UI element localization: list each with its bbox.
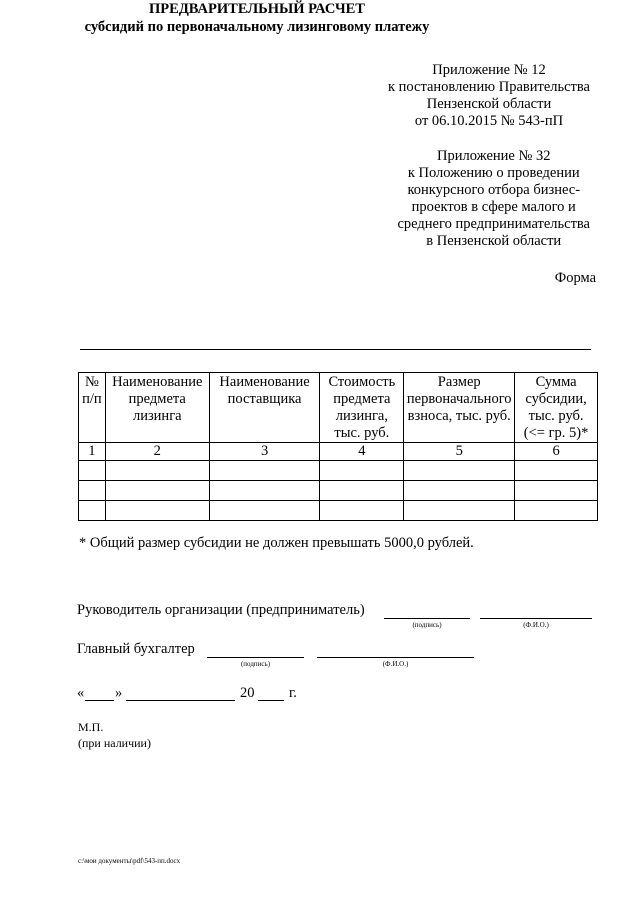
- title-line-1: ПРЕДВАРИТЕЛЬНЫЙ РАСЧЕТ: [149, 1, 365, 17]
- table-cell: [209, 501, 320, 521]
- date-month-line: [126, 700, 235, 701]
- footnote: * Общий размер субсидии не должен превышать 5000,0 рублей.: [79, 535, 474, 551]
- form-label: Форма: [554, 270, 596, 286]
- appendix-12-line: Приложение № 12: [432, 62, 546, 78]
- accountant-signature-line: [207, 657, 304, 658]
- head-signature-label: Руководитель организации (предприниматель): [77, 602, 365, 618]
- appendix-12-line: Пензенской области: [426, 96, 552, 112]
- header-cell-subsidy: Сумма субсидии, тыс. руб. (<= гр. 5)*: [515, 373, 598, 443]
- date-day-line: [85, 700, 114, 701]
- file-path-footer: c:\мои документы\pdf\543-пп.docx: [78, 857, 181, 865]
- header-cell-number: № п/п: [79, 373, 106, 443]
- head-signature-line: [384, 618, 470, 619]
- stamp-placeholder: [78, 719, 151, 751]
- header-cell-supplier: Наименование поставщика: [209, 373, 320, 443]
- accountant-name-line: [317, 657, 474, 658]
- date-year-prefix: 20: [240, 685, 255, 701]
- table-cell: [209, 481, 320, 501]
- header-cell-initial-payment: Размер первоначального взноса, тыс. руб.: [404, 373, 515, 443]
- table-cell: [105, 481, 209, 501]
- table-cell: [515, 501, 598, 521]
- table-cell: [320, 481, 404, 501]
- appendix-12-line: от 06.10.2015 № 543-пП: [414, 113, 564, 129]
- column-number: 1: [79, 443, 106, 461]
- title-underline: [80, 349, 591, 350]
- title-line-2: субсидий по первоначальному лизинговому платежу: [84, 19, 430, 35]
- date-year-suffix: г.: [289, 685, 297, 701]
- column-number: 4: [320, 443, 404, 461]
- accountant-name-caption: (Ф.И.О.): [382, 660, 409, 668]
- header-cell-item-name: Наименование предмета лизинга: [105, 373, 209, 443]
- column-number: 2: [105, 443, 209, 461]
- table-cell: [105, 461, 209, 481]
- table-cell: [404, 501, 515, 521]
- appendix-12-line: к постановлению Правительства: [388, 79, 590, 95]
- table-cell: [79, 461, 106, 481]
- date-year-line: [258, 700, 284, 701]
- header-cell-cost: Стоимость предмета лизинга, тыс. руб.: [320, 373, 404, 443]
- appendix-12-block: [388, 62, 590, 130]
- table-cell: [515, 461, 598, 481]
- appendix-32-line: проектов в сфере малого и: [411, 199, 576, 215]
- appendix-32-line: конкурсного отбора бизнес-: [407, 182, 581, 198]
- table-header-row: [79, 373, 598, 443]
- head-name-line: [480, 618, 592, 619]
- table-number-row: [79, 443, 598, 461]
- appendix-32-block: [397, 148, 590, 250]
- appendix-32-line: среднего предпринимательства: [397, 216, 590, 232]
- appendix-32-line: к Положению о проведении: [407, 165, 580, 181]
- table-row: [79, 461, 598, 481]
- table-cell: [320, 461, 404, 481]
- head-name-caption: (Ф.И.О.): [523, 621, 549, 629]
- column-number: 5: [404, 443, 515, 461]
- appendix-32-line: в Пензенской области: [426, 233, 562, 249]
- calculation-table: [78, 372, 598, 521]
- date-close-quote: »: [115, 685, 123, 701]
- table-cell: [79, 481, 106, 501]
- document-title: [0, 0, 514, 36]
- table-cell: [404, 481, 515, 501]
- table-cell: [404, 461, 515, 481]
- column-number: 6: [515, 443, 598, 461]
- table-cell: [79, 501, 106, 521]
- head-signature-caption: (подпись): [412, 621, 442, 629]
- stamp-label: М.П.: [78, 720, 104, 734]
- table-row: [79, 501, 598, 521]
- appendix-32-line: Приложение № 32: [437, 148, 551, 164]
- column-number: 3: [209, 443, 320, 461]
- table-cell: [209, 461, 320, 481]
- accountant-signature-label: Главный бухгалтер: [77, 641, 195, 657]
- date-open-quote: «: [77, 685, 85, 701]
- table-cell: [105, 501, 209, 521]
- table-row: [79, 481, 598, 501]
- stamp-note: (при наличии): [78, 736, 151, 750]
- table-cell: [515, 481, 598, 501]
- table-cell: [320, 501, 404, 521]
- accountant-signature-caption: (подпись): [240, 660, 271, 668]
